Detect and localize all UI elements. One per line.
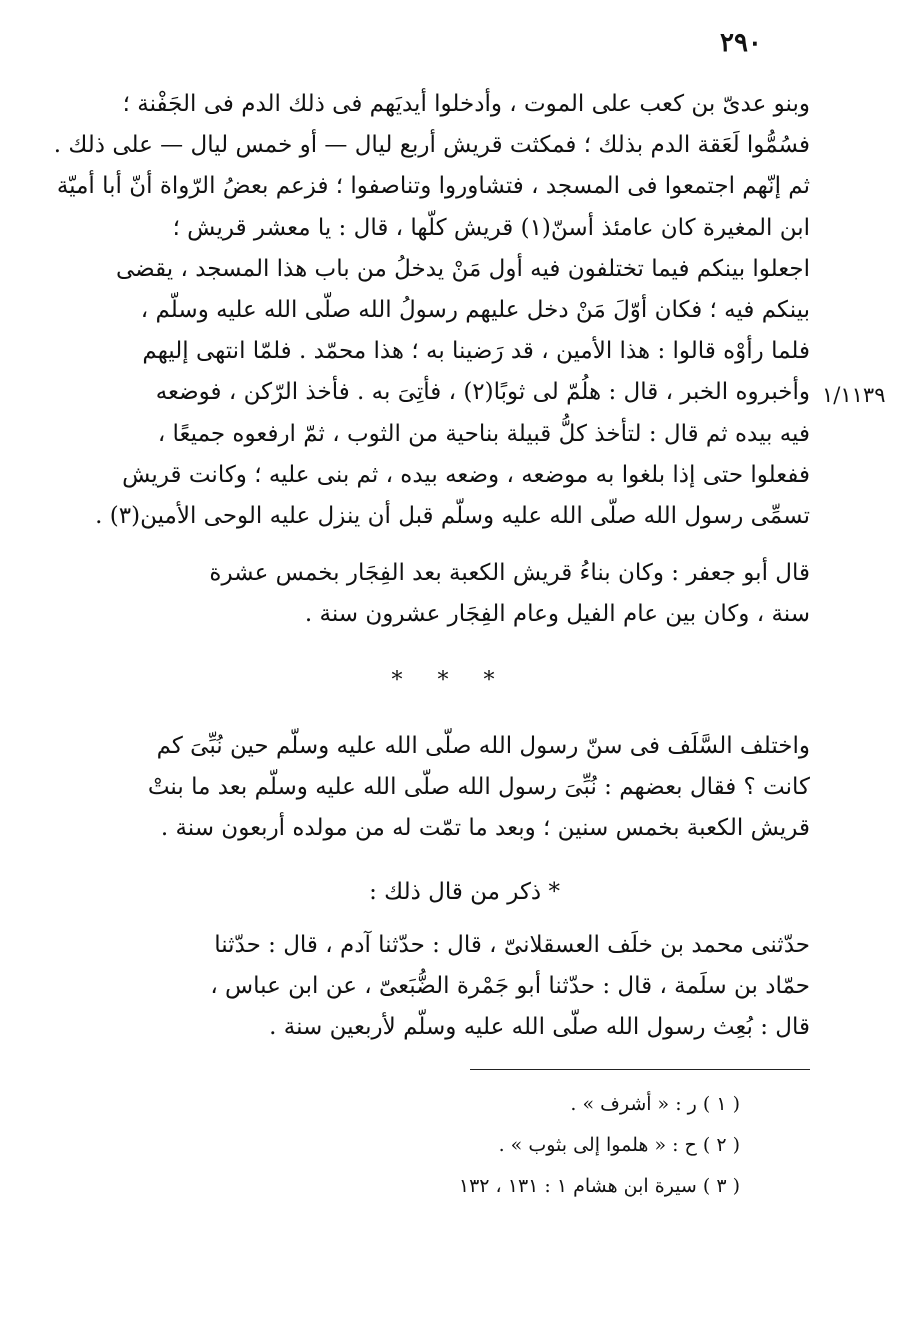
text-line: فيه بيده ثم قال : لتأخذ كلُّ قبيلة بناحية من الثوب ، ثمّ ارفعوه جميعًا ، <box>157 420 810 447</box>
text-line: فسُمُّوا لَعَقة الدم بذلك ؛ فمكثت قريش أربع ليال — أو خمس ليال — على ذلك . <box>53 132 810 159</box>
footnote: ( ١ ) ر : « أشرف » . <box>570 1093 740 1115</box>
paragraph-abu-jafar <box>110 553 810 635</box>
text-line: واختلف السَّلَف فى سنّ رسول الله صلّى الله عليه وسلّم حين نُبِّىَ كم <box>156 733 810 759</box>
text-line: كانت ؟ فقال بعضهم : نُبِّىَ رسول الله صلّى الله عليه وسلّم بعد ما بنتْ <box>147 774 810 801</box>
text-line: سنة ، وكان بين عام الفيل وعام الفِجَار عشرون سنة . <box>304 601 810 628</box>
text-line: قال : بُعِث رسول الله صلّى الله عليه وسلّم لأربعين سنة . <box>269 1014 810 1041</box>
footnote-divider <box>470 1069 810 1070</box>
text-line: اجعلوا بينكم فيما تختلفون فيه أول مَنْ يدخلُ من باب هذا المسجد ، يقضى <box>116 255 810 282</box>
text-line: وأخبروه الخبر ، قال : هلُمّ لى ثوبًا(٢) ، فأتِىَ به . فأخذ الرّكن ، فوضعه <box>155 379 810 406</box>
text-line: ثم إنّهم اجتمعوا فى المسجد ، فتشاوروا وتناصفوا ؛ فزعم بعضُ الرّواة أنّ أبا أميّة <box>56 173 810 200</box>
text-line: ابن المغيرة كان عامئذ أسنّ(١) قريش كلّها ، قال : يا معشر قريش ؛ <box>172 214 810 241</box>
page-number: ٢٩٠ <box>720 28 762 58</box>
footnote: ( ٣ ) سيرة ابن هشام ١ : ١٣١ ، ١٣٢ <box>458 1175 740 1197</box>
text-line: تسمِّى رسول الله صلّى الله عليه وسلّم قبل أن ينزل عليه الوحى الأمين(٣) . <box>95 502 810 529</box>
text-line: فلما رأوْه قالوا : هذا الأمين ، قد رَضينا به ؛ هذا محمّد . فلمّا انتهى إليهم <box>142 338 810 365</box>
margin-page-reference: ١/١١٣٩ <box>822 383 886 407</box>
text-line: قال أبو جعفر : وكان بناءُ قريش الكعبة بعد الفِجَار بخمس عشرة <box>209 560 810 586</box>
text-line: بينكم فيه ؛ فكان أوّلَ مَنْ دخل عليهم رسولُ الله صلّى الله عليه وسلّم ، <box>140 296 810 323</box>
text-line: حدّثنى محمد بن خلَف العسقلانىّ ، قال : حدّثنا آدم ، قال : حدّثنا <box>214 932 810 958</box>
footnotes <box>110 1084 740 1207</box>
heading-text: * ذكر من قال ذلك : <box>369 879 560 905</box>
text-line: وبنو عدىّ بن كعب على الموت ، وأدخلوا أيديَهم فى ذلك الدم فى الجَفْنة ؛ <box>122 91 810 117</box>
text-line: حمّاد بن سلَمة ، قال : حدّثنا أبو جَمْرة الضُّبَعىّ ، عن ابن عباس ، <box>210 973 810 1000</box>
paragraph-prophethood-age <box>110 726 810 850</box>
section-heading <box>110 872 810 913</box>
paragraph-kaaba-arbitration <box>53 84 810 537</box>
text-line: ففعلوا حتى إذا بلغوا به موضعه ، وضعه بيده ، ثم بنى عليه ؛ وكانت قريش <box>122 461 810 488</box>
section-separator: * * * <box>391 668 509 693</box>
paragraph-isnad <box>110 925 810 1049</box>
footnote: ( ٢ ) ح : « هلموا إلى بثوب » . <box>498 1134 740 1156</box>
text-line: قريش الكعبة بخمس سنين ؛ وبعد ما تمّت له من مولده أربعون سنة . <box>160 815 810 842</box>
